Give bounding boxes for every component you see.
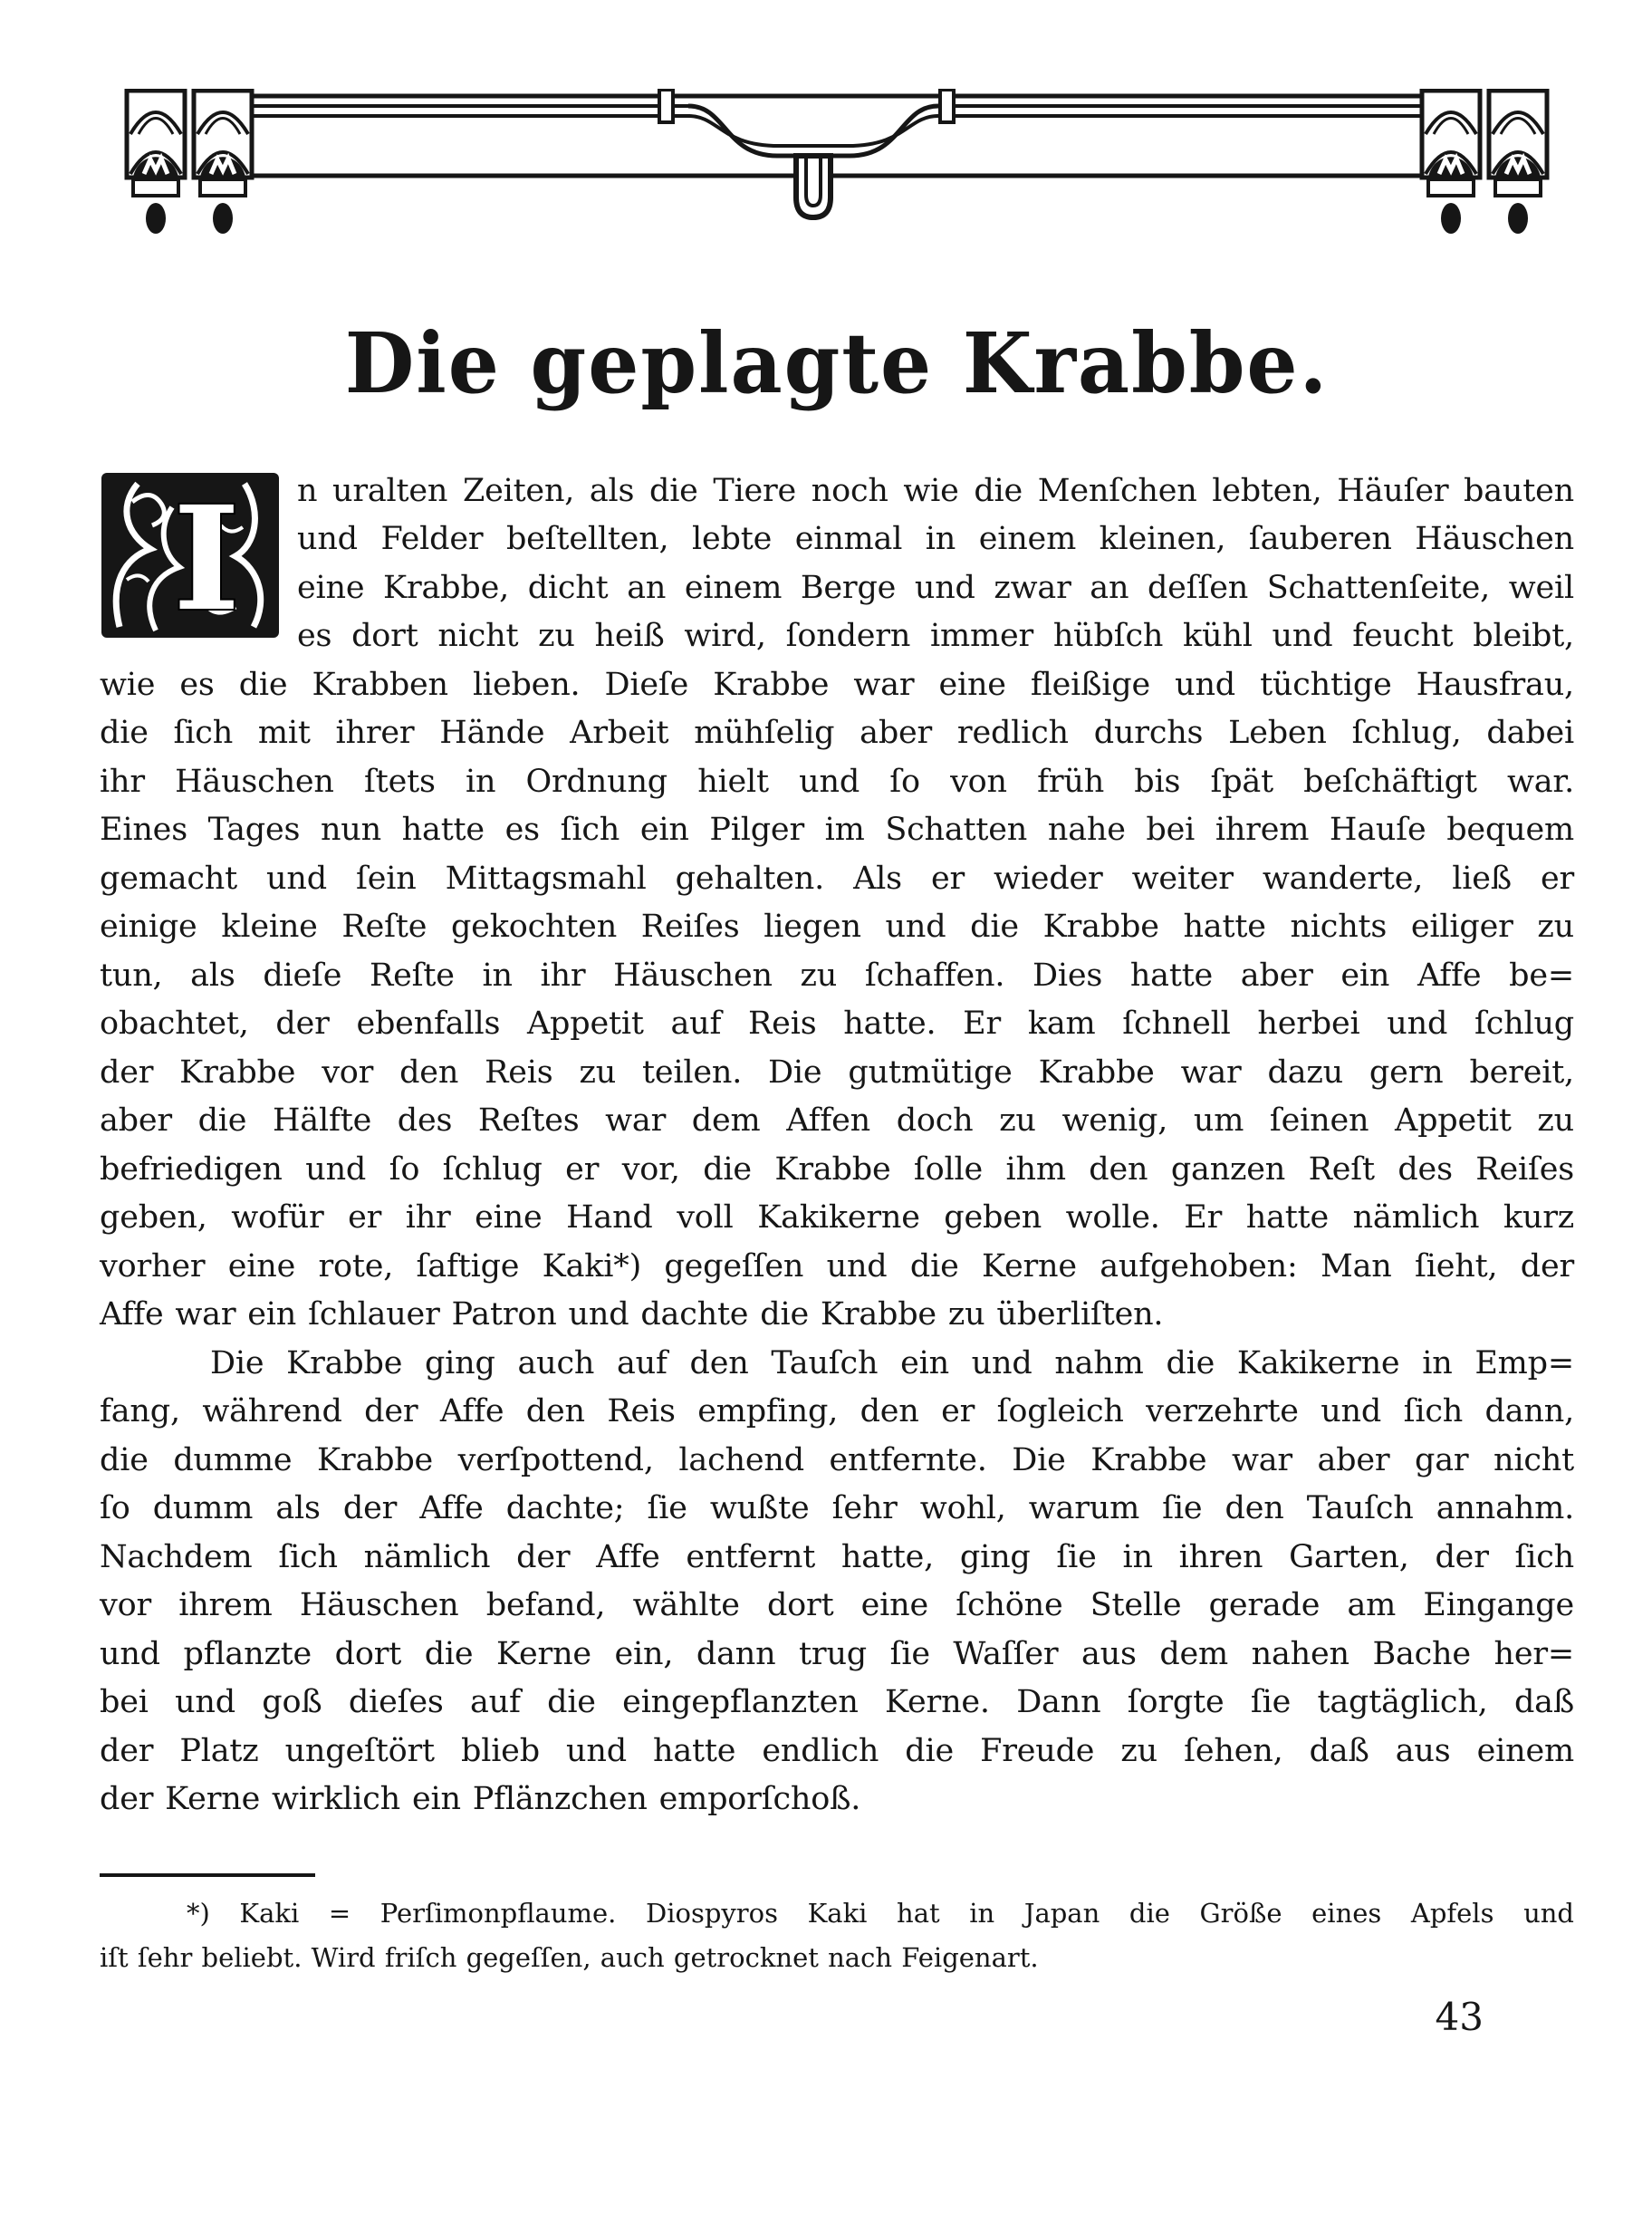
text-line: ſo dumm als der Affe dachte; ſie wußte ſehr wohl, warum ſie den Tauſch annahm. [100,1490,1574,1527]
pillar-group-left [127,91,252,234]
text-line: wie es die Krabben lieben. Dieſe Krabbe war eine fleißige und tüchtige Hausfrau, [100,666,1574,703]
text-line: der Platz ungeſtört blieb und hatte endlich die Freude zu ſehen, daß aus einem [100,1732,1574,1769]
text-line: Nachdem ſich nämlich der Affe entfernt hatte, ging ſie in ihren Garten, der ſich [100,1538,1574,1575]
page-number: 43 [1435,1994,1484,2039]
text-line: Eines Tages nun hatte es ſich ein Pilger im Schatten nahe bei ihrem Hauſe bequem [100,812,1574,849]
text-line: einige kleine Reſte gekochten Reiſes liegen und die Krabbe hatte nichts eiliger zu [100,909,1574,946]
text-line: gemacht und ſein Mittagsmahl gehalten. Als er wieder weiter wanderte, ließ er [100,860,1574,897]
drop-cap [100,471,281,640]
text-line: der Kerne wirklich ein Pflänzchen emporſchoß. [100,1781,861,1818]
text-line: befriedigen und ſo ſchlug er vor, die Krabbe ſolle ihm den ganzen Reſt des Reiſes [100,1150,1574,1188]
book-page [0,89,1652,2039]
text-line: die dumme Krabbe verſpottend, lachend entfernte. Die Krabbe war aber gar nicht [100,1441,1574,1478]
text-line: es dort nicht zu heiß wird, ſondern immer hübſch kühl und feucht bleibt, [297,618,1574,655]
pillar-group-right [1422,91,1547,234]
text-line: vorher eine rote, ſaftige Kaki*) gegeſſen und die Kerne aufgehoben: Man ſieht, der [100,1247,1574,1285]
text-line: n uralten Zeiten, als die Tiere noch wie die Menſchen lebten, Häuſer bauten [297,472,1574,509]
text-line: obachtet, der ebenfalls Appetit auf Reis hatte. Er kam ſchnell herbei und ſchlug [100,1006,1574,1043]
text-line: Die Krabbe ging auch auf den Tauſch ein und nahm die Kakikerne in Emp= [210,1344,1574,1381]
text-line: vor ihrem Häuschen befand, wählte dort eine ſchöne Stelle gerade am Eingange [100,1587,1574,1624]
footnote-line: *) Kaki = Perſimonpflaume. Diospyros Kaki hat in Japan die Größe eines Apfels und [187,1897,1574,1929]
text-line: geben, wofür er ihr eine Hand voll Kakikerne geben wolle. Er hatte nämlich kurz [100,1199,1574,1237]
text-line: ihr Häuschen ſtets in Ordnung hielt und ſo von früh bis ſpät beſchäftigt war. [100,763,1574,800]
text-line: und Felder beſtellten, lebte einmal in einem kleinen, ſauberen Häuschen [297,521,1574,558]
text-line: die ſich mit ihrer Hände Arbeit mühſelig aber redlich durchs Leben ſchlug, dabei [100,715,1574,752]
drop-cap-letter: I [173,475,240,640]
page-title: Die geplagte Krabbe. [344,314,1330,412]
text-line: aber die Hälfte des Reſtes war dem Affen doch zu wenig, um ſeinen Appetit zu [100,1102,1574,1140]
text-line: und pflanzte dort die Kerne ein, dann trug ſie Waſſer aus dem nahen Bache her= [100,1635,1574,1672]
header-ornament [100,89,1574,241]
drop-cap-icon [100,471,281,640]
footnote-line: iſt ſehr beliebt. Wird friſch gegeſſen, auch getrocknet nach Feigenart. [100,1941,1039,1973]
header-ornament-icon [100,89,1574,241]
footnote [100,1873,1574,1980]
footnote-lines [100,1891,1574,1980]
text-block [100,467,1574,1824]
text-line: Affe war ein ſchlauer Patron und dachte die Krabbe zu überliſten. [100,1296,1164,1333]
text-line: bei und goß dieſes auf die eingepflanzten Kerne. Dann ſorgte ſie tagtäglich, daß [100,1684,1574,1721]
text-line: tun, als dieſe Reſte in ihr Häuschen zu ſchaffen. Dies hatte aber ein Affe be= [100,957,1574,994]
footnote-rule [100,1873,315,1877]
text-line: fang, während der Affe den Reis empfing, den er ſogleich verzehrte und ſich dann, [100,1393,1574,1430]
text-line: der Krabbe vor den Reis zu teilen. Die gutmütige Krabbe war dazu gern bereit, [100,1054,1574,1091]
text-line: eine Krabbe, dicht an einem Berge und zwar an deſſen Schattenſeite, weil [297,569,1574,606]
